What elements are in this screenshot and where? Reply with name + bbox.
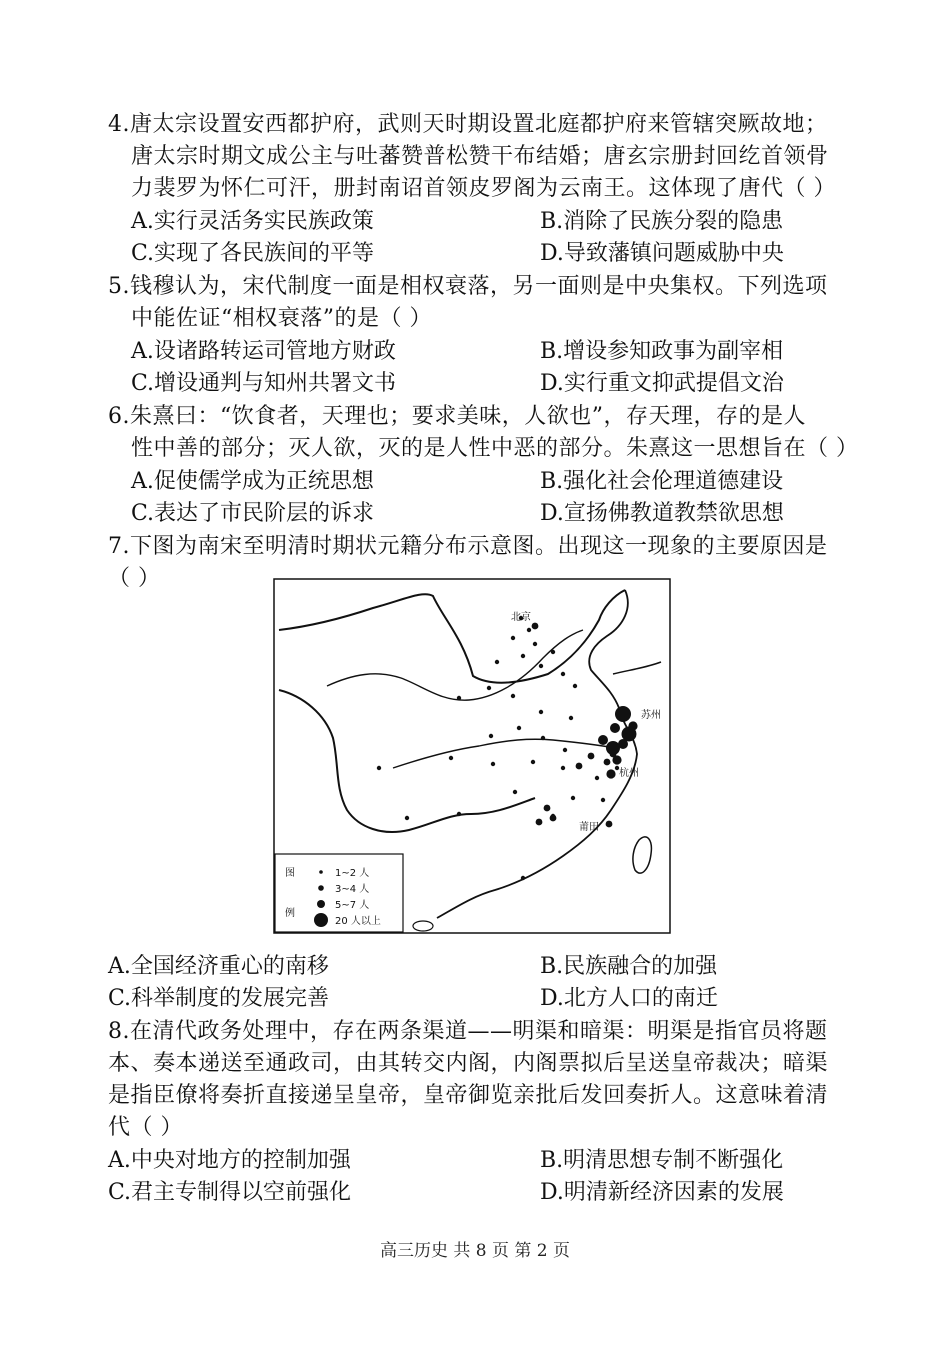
question-8-option-d: D.明清新经济因素的发展 [540,1180,784,1205]
question-5-option-d: D.实行重文抑武提倡文治 [540,371,784,396]
question-6-line-2: 性中善的部分；灭人欲，灭的是人性中恶的部分。朱熹这一思想旨在（ ） [131,436,859,461]
question-5-line-2: 中能佐证“相权衰落”的是（ ） [131,306,432,331]
question-7-option-d: D.北方人口的南迁 [540,986,718,1011]
map-label-beijing: 北京 [511,612,531,623]
question-4-line-2: 唐太宗时期文成公主与吐蕃赞普松赞干布结婚；唐玄宗册封回纥首领骨 [131,144,829,169]
question-8-line-2: 本、奏本递送至通政司，由其转交内阁，内阁票拟后呈送皇帝裁决；暗渠 [108,1051,829,1076]
map-legend [275,854,403,932]
question-8-option-b: B.明清思想专制不断强化 [540,1148,784,1173]
question-4-option-a: A.实行灵活务实民族政策 [131,209,374,234]
question-5-line-1: 5.钱穆认为，宋代制度一面是相权衰落，另一面则是中央集权。下列选项 [108,274,828,299]
question-5-option-c: C.增设通判与知州共署文书 [131,371,397,396]
question-7-option-a: A.全国经济重心的南移 [108,954,329,979]
map-svg [273,578,671,934]
legend-item-1: 1~2 人 [335,868,370,879]
map-label-hangzhou: 杭州 [619,768,639,779]
question-6-option-d: D.宣扬佛教道教禁欲思想 [540,501,784,526]
legend-title-2: 例 [285,908,295,919]
page-footer: 高三历史 共 8 页 第 2 页 [379,1241,571,1261]
question-7-option-c: C.科举制度的发展完善 [108,986,330,1011]
question-8-line-1: 8.在清代政务处理中，存在两条渠道——明渠和暗渠：明渠是指官员将题 [108,1019,828,1044]
question-4-line-1: 4.唐太宗设置安西都护府，武则天时期设置北庭都护府来管辖突厥故地； [108,112,828,137]
question-8-option-c: C.君主专制得以空前强化 [108,1180,352,1205]
question-5-option-a: A.设诸路转运司管地方财政 [131,339,396,364]
question-4-option-b: B.消除了民族分裂的隐患 [540,209,784,234]
question-4-option-d: D.导致藩镇问题威胁中央 [540,241,784,266]
question-4-line-3: 力裴罗为怀仁可汗，册封南诏首领皮罗阁为云南王。这体现了唐代（ ） [131,176,836,201]
legend-item-4: 20 人以上 [335,916,381,927]
question-6-option-a: A.促使儒学成为正统思想 [131,469,374,494]
question-7-line-1: 7.下图为南宋至明清时期状元籍分布示意图。出现这一现象的主要原因是 [108,534,828,559]
legend-item-2: 3~4 人 [335,884,370,895]
legend-item-3: 5~7 人 [335,900,370,911]
map-label-putian: 莆田 [579,822,599,833]
map-hainan [413,921,433,931]
zhuangyuan-distribution-map [273,578,671,934]
question-6-option-c: C.表达了市民阶层的诉求 [131,501,375,526]
question-7-option-b: B.民族融合的加强 [540,954,718,979]
map-label-suzhou: 苏州 [641,710,661,721]
question-7-line-2: （ ） [108,566,161,591]
legend-title-1: 图 [285,868,295,879]
question-8-line-3: 是指臣僚将奏折直接递呈皇帝，皇帝御览亲批后发回奏折人。这意味着清 [108,1083,829,1108]
question-5-option-b: B.增设参知政事为副宰相 [540,339,784,364]
question-8-option-a: A.中央对地方的控制加强 [108,1148,351,1173]
question-8-line-4: 代（ ） [108,1115,183,1140]
question-6-line-1: 6.朱熹曰：“饮食者，天理也；要求美味，人欲也”，存天理，存的是人 [108,404,806,429]
question-6-option-b: B.强化社会伦理道德建设 [540,469,784,494]
question-4-option-c: C.实现了各民族间的平等 [131,241,375,266]
